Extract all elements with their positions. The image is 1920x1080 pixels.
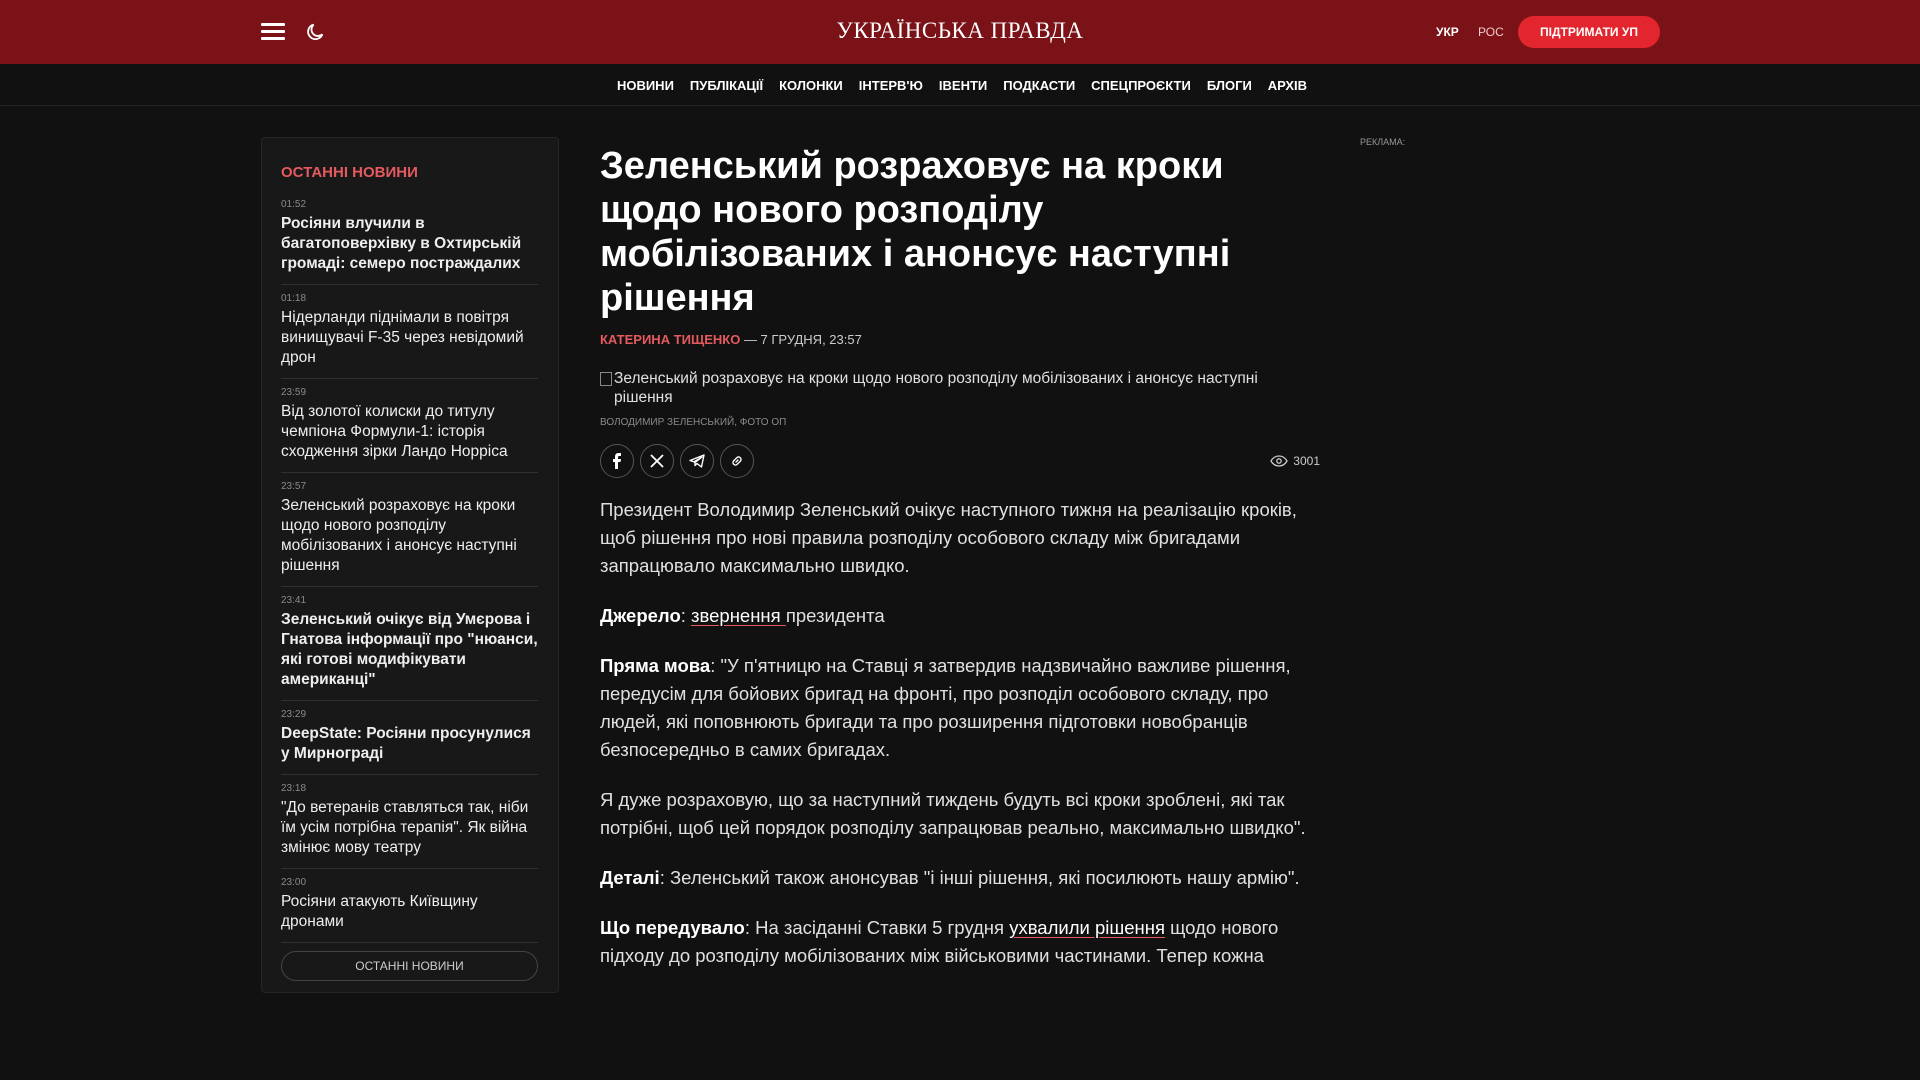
news-headline[interactable]: Зеленський очікує від Умєрова і Гнатова інформації про "нюанси, які готові модифікувати американці" <box>281 611 538 688</box>
news-item[interactable] <box>281 587 538 701</box>
details-text: : Зеленський також анонсував "і інші рішення, які посилюють нашу армію". <box>659 867 1300 888</box>
news-item[interactable] <box>281 775 538 869</box>
news-headline[interactable]: Зеленський розраховує на кроки щодо нового розподілу мобілізованих і анонсує наступні рішення <box>281 497 517 574</box>
decision-link[interactable]: ухвалили рішення <box>1009 917 1165 938</box>
news-headline[interactable]: Росіяни атакують Київщину дронами <box>281 893 478 930</box>
article-paragraph <box>600 914 1320 970</box>
menu-icon[interactable] <box>261 23 285 41</box>
article <box>600 144 1320 1000</box>
article-paragraph <box>600 652 1320 764</box>
nav-item-interviews[interactable]: ІНТЕРВ'Ю <box>858 78 923 93</box>
quote-label: Пряма мова <box>600 655 711 676</box>
article-paragraph <box>600 864 1320 892</box>
latest-news-more-button[interactable]: ОСТАННІ НОВИНИ <box>281 951 538 981</box>
share-row <box>600 444 1320 478</box>
ad-label: РЕКЛАМА: <box>1360 137 1406 147</box>
x-share-button[interactable] <box>640 444 674 478</box>
latest-news-title: ОСТАННІ НОВИНИ <box>281 164 418 181</box>
nav-item-podcasts[interactable]: ПОДКАСТИ <box>1003 78 1076 93</box>
latest-news-sidebar <box>261 137 559 993</box>
source-label: Джерело <box>600 605 681 626</box>
facebook-icon <box>610 453 624 469</box>
source-rest: президента <box>785 605 885 626</box>
news-time: 23:18 <box>281 783 307 794</box>
news-time: 23:29 <box>281 709 307 720</box>
news-headline[interactable]: "До ветеранів ставляться так, ніби їм усім потрібна терапія". Як війна змінює мову театру <box>281 799 529 856</box>
news-item[interactable] <box>281 285 538 379</box>
news-time: 23:00 <box>281 877 307 888</box>
support-button[interactable]: ПІДТРИМАТИ УП <box>1518 16 1660 48</box>
news-time: 23:59 <box>281 387 307 398</box>
image-caption: ВОЛОДИМИР ЗЕЛЕНСЬКИЙ, ФОТО ОП <box>600 417 787 428</box>
broken-image-icon <box>600 372 612 386</box>
facebook-share-button[interactable] <box>600 444 634 478</box>
details-label: Деталі <box>600 867 660 888</box>
background-text-cont: щодо нового підходу до розподілу мобілізованих між військовими частинами. Тепер кожна <box>600 917 1279 966</box>
lang-ukr-link[interactable]: УКР <box>1436 25 1459 39</box>
nav-item-events[interactable]: ІВЕНТИ <box>938 78 988 93</box>
author-link[interactable]: КАТЕРИНА ТИЩЕНКО <box>600 332 741 347</box>
dark-mode-moon-icon[interactable] <box>304 21 326 43</box>
news-item[interactable] <box>281 869 538 943</box>
view-count <box>1270 454 1320 468</box>
news-headline[interactable]: DeepState: Росіяни просунулися у Мирнограді <box>281 725 531 762</box>
background-text: : На засіданні Ставки 5 грудня <box>744 917 1010 938</box>
nav-item-blogs[interactable]: БЛОГИ <box>1206 78 1252 93</box>
news-time: 23:57 <box>281 481 307 492</box>
view-count-value: 3001 <box>1293 454 1320 468</box>
nav-item-columns[interactable]: КОЛОНКИ <box>779 78 843 93</box>
article-image-alt: Зеленський розраховує на кроки щодо нового розподілу мобілізованих і анонсує наступні рішення <box>614 370 1258 406</box>
eye-icon <box>1270 455 1288 467</box>
article-byline <box>600 332 1320 347</box>
news-headline[interactable]: Росіяни влучили в багатоповерхівку в Охтирській громаді: семеро постраждалих <box>281 215 522 272</box>
article-paragraph: Президент Володимир Зеленський очікує наступного тижня на реалізацію кроків, щоб рішення про нові правила розподілу особового складу між бригадами запрацювало максимально швидко. <box>600 499 1297 576</box>
site-logo[interactable]: УКРАЇНСЬКА ПРАВДА <box>836 18 1084 43</box>
news-item[interactable] <box>281 379 538 473</box>
main-nav <box>0 64 1920 106</box>
news-headline[interactable]: Від золотої колиски до титулу чемпіона Формули-1: історія сходження зірки Ландо Норріса <box>281 403 508 460</box>
copy-link-button[interactable] <box>720 444 754 478</box>
news-item[interactable] <box>281 191 538 285</box>
nav-item-special-projects[interactable]: СПЕЦПРОЄКТИ <box>1091 78 1191 93</box>
telegram-share-button[interactable] <box>680 444 714 478</box>
quote-text: : "У п'ятницю на Ставці я затвердив надзвичайно важливе рішення, передусім для бойових бригад на фронті, про розподіл особового складу, про людей, які поповнюють бригади та про розширення підготовки новобранців безпосередньо в самих бригадах. <box>600 655 1291 760</box>
lang-ros-link[interactable]: РОС <box>1478 25 1504 39</box>
article-image <box>600 369 1320 407</box>
nav-item-news[interactable]: НОВИНИ <box>616 78 674 93</box>
news-time: 01:18 <box>281 293 307 304</box>
article-paragraph: Джерело: звернення президента <box>600 605 885 626</box>
x-icon <box>650 454 664 468</box>
news-time: 01:52 <box>281 199 307 210</box>
top-bar <box>0 0 1920 64</box>
main-nav-bar <box>0 64 1920 106</box>
article-paragraph: Я дуже розраховую, що за наступний тиждень будуть всі кроки зроблені, які так потрібні, щоб цей порядок розподілу запрацював реально, максимально швидко". <box>600 789 1306 838</box>
news-headline[interactable]: Нідерланди піднімали в повітря винищувачі F-35 через невідомий дрон <box>281 309 524 366</box>
article-date: — 7 ГРУДНЯ, 23:57 <box>740 332 862 347</box>
background-label: Що передувало <box>600 917 745 938</box>
telegram-icon <box>689 454 705 468</box>
source-link[interactable]: звернення <box>691 605 786 626</box>
news-time: 23:41 <box>281 595 307 606</box>
link-icon <box>730 454 744 468</box>
news-item[interactable] <box>281 701 538 775</box>
news-item[interactable] <box>281 473 538 587</box>
nav-item-archive[interactable]: АРХІВ <box>1267 78 1308 93</box>
nav-item-publications[interactable]: ПУБЛІКАЦІЇ <box>689 78 764 93</box>
article-title: Зеленський розраховує на кроки щодо нового розподілу мобілізованих і анонсує наступні рішення <box>600 145 1231 319</box>
